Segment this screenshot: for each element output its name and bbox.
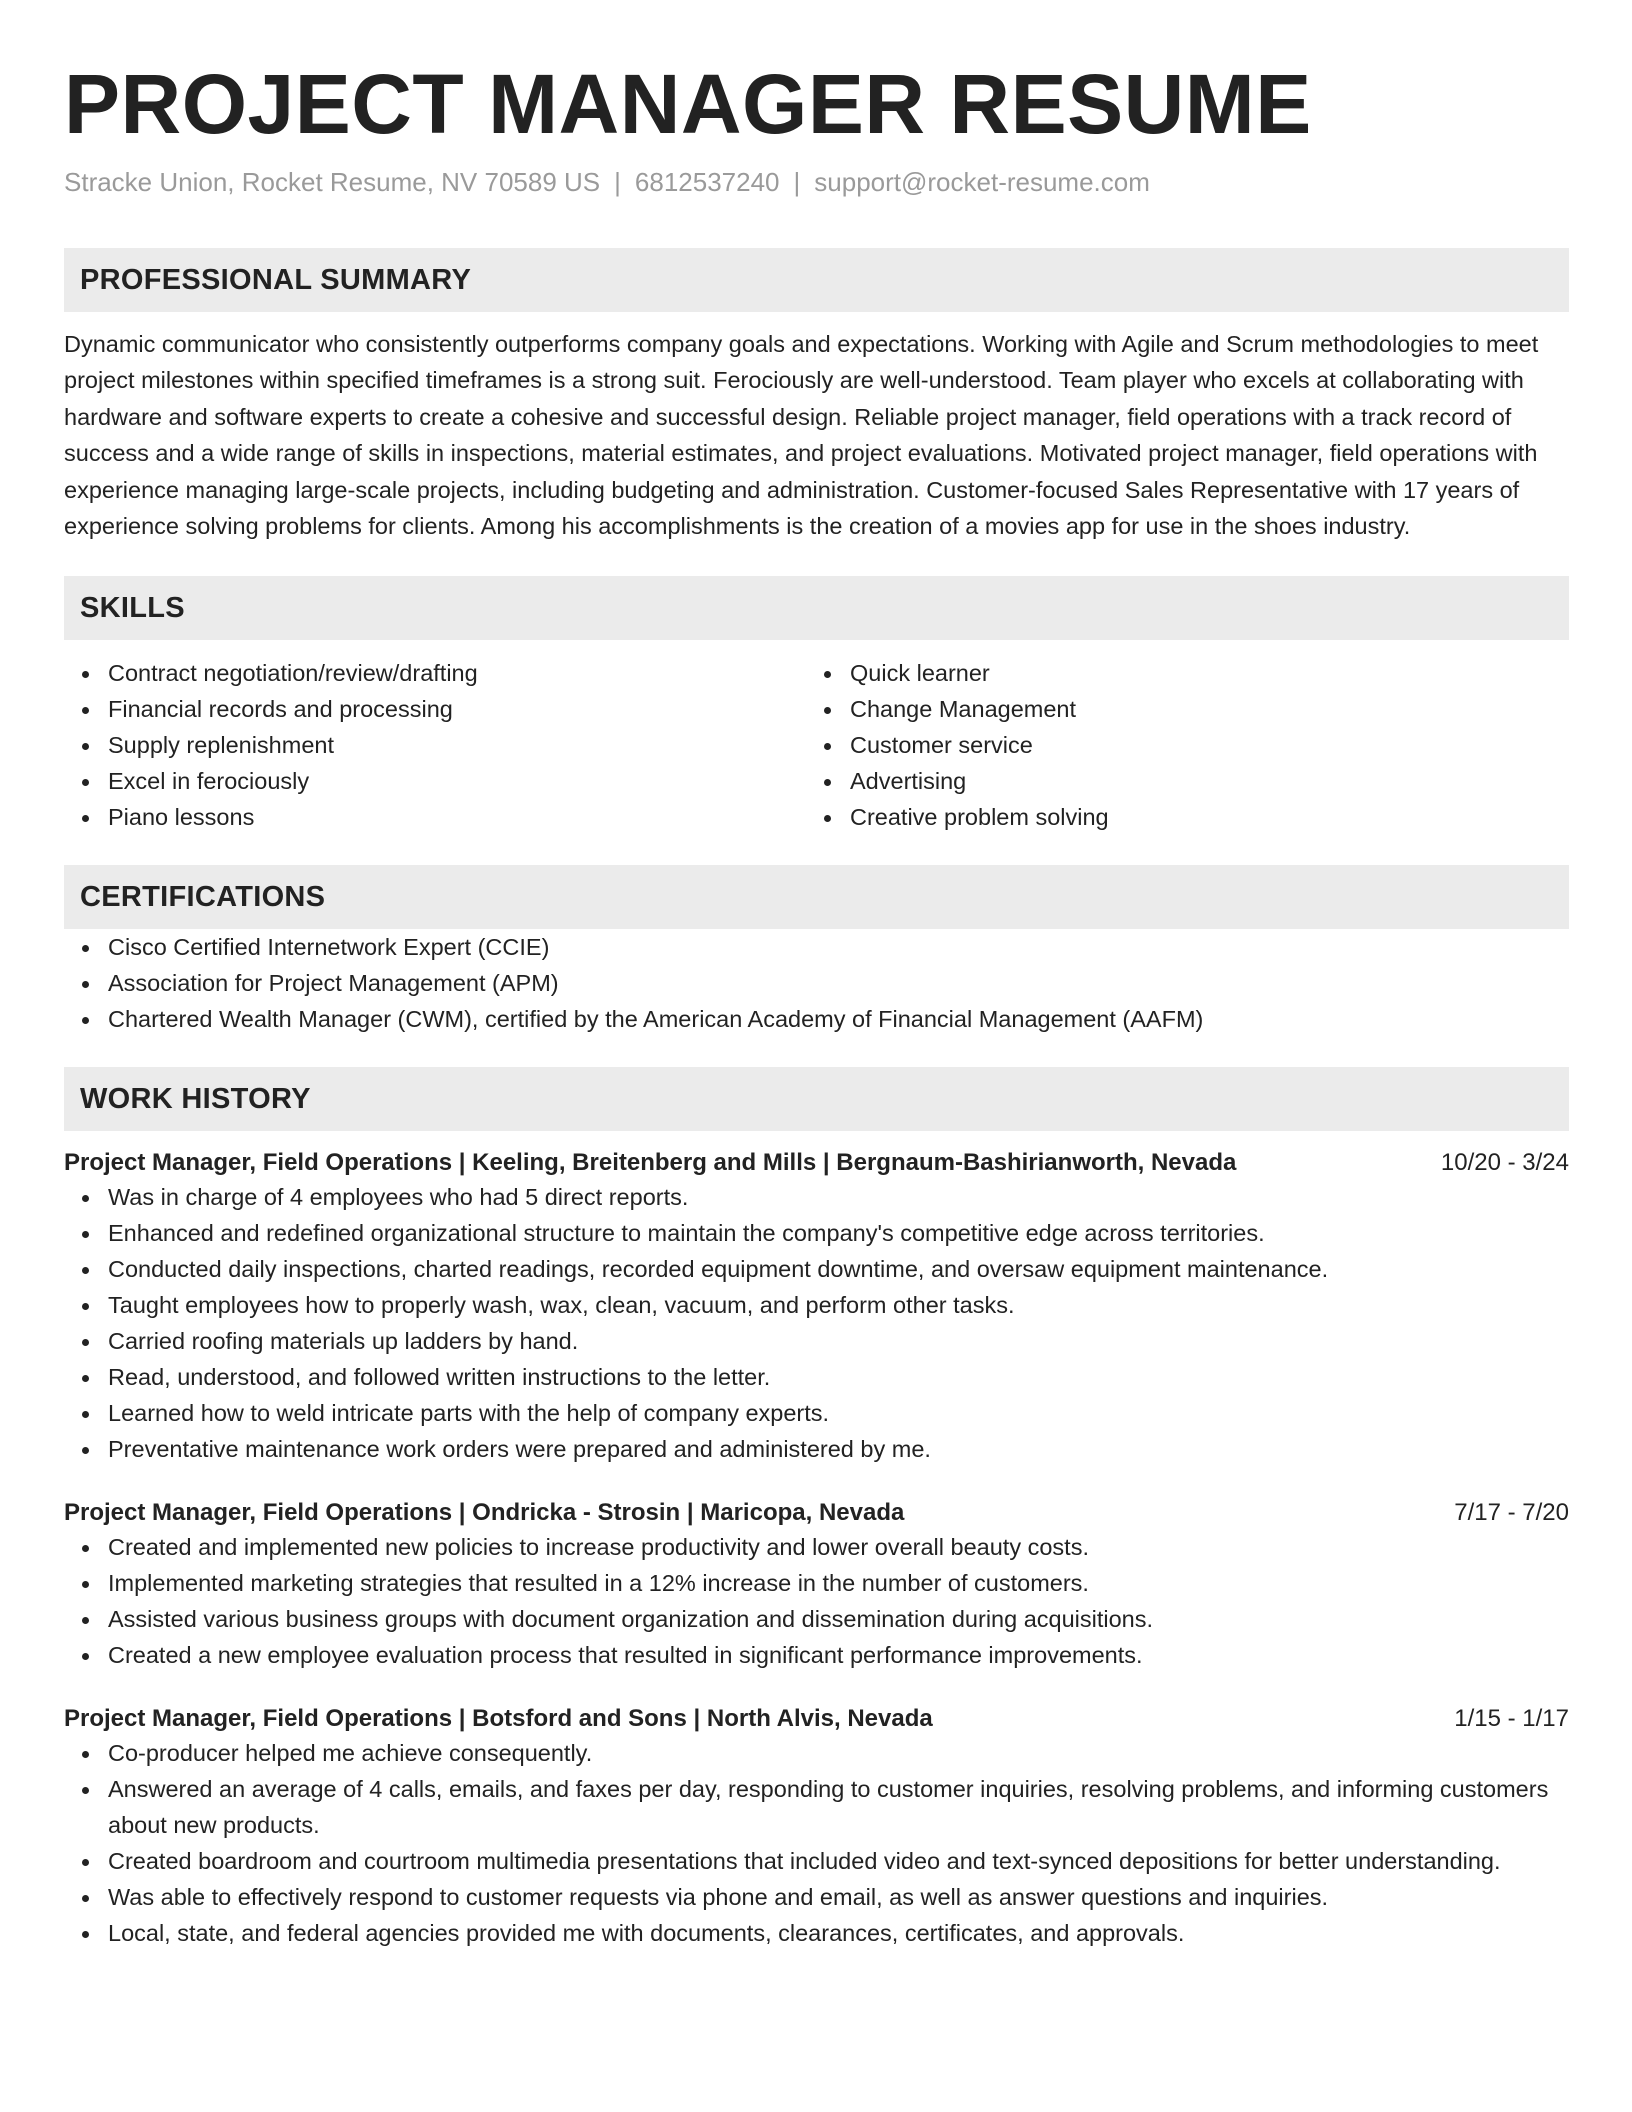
job-bullet: Enhanced and redefined organizational structure to maintain the company's competitive edge across territories. bbox=[64, 1215, 1569, 1251]
certification-item: Chartered Wealth Manager (CWM), certified by the American Academy of Financial Management (AAFM) bbox=[64, 1001, 1569, 1037]
certifications-section-header bbox=[64, 865, 1569, 929]
job-bullet: Assisted various business groups with document organization and dissemination during acquisitions. bbox=[64, 1601, 1569, 1637]
skill-item: Quick learner bbox=[806, 655, 1548, 691]
skill-item: Excel in ferociously bbox=[64, 763, 806, 799]
work-history-section-header bbox=[64, 1067, 1569, 1131]
job-dates: 1/15 - 1/17 bbox=[1454, 1705, 1569, 1733]
job-bullet: Created and implemented new policies to increase productivity and lower overall beauty costs. bbox=[64, 1529, 1569, 1565]
job-bullet: Read, understood, and followed written instructions to the letter. bbox=[64, 1359, 1569, 1395]
job-header bbox=[64, 1703, 1569, 1735]
skills-section-header bbox=[64, 576, 1569, 640]
job-bullet: Was in charge of 4 employees who had 5 direct reports. bbox=[64, 1179, 1569, 1215]
certifications-list bbox=[64, 929, 1569, 1037]
job-title: Project Manager, Field Operations | Botsford and Sons | North Alvis, Nevada bbox=[64, 1705, 933, 1733]
skill-item: Piano lessons bbox=[64, 799, 806, 835]
job-dates: 10/20 - 3/24 bbox=[1440, 1149, 1569, 1177]
certification-item: Cisco Certified Internetwork Expert (CCIE) bbox=[64, 929, 1569, 965]
job-bullet: Local, state, and federal agencies provided me with documents, clearances, certificates, and approvals. bbox=[64, 1915, 1569, 1951]
work-history-heading: WORK HISTORY bbox=[80, 1082, 311, 1115]
job-bullet-list bbox=[64, 1529, 1569, 1673]
job-title: Project Manager, Field Operations | Ondricka - Strosin | Maricopa, Nevada bbox=[64, 1499, 905, 1527]
job-dates: 7/17 - 7/20 bbox=[1454, 1499, 1569, 1527]
job-bullet: Carried roofing materials up ladders by hand. bbox=[64, 1323, 1569, 1359]
skills-list-right bbox=[806, 655, 1548, 835]
job-entry bbox=[64, 1147, 1569, 1467]
skills-list-left bbox=[64, 655, 806, 835]
summary-heading: PROFESSIONAL SUMMARY bbox=[80, 263, 472, 296]
job-title: Project Manager, Field Operations | Keeling, Breitenberg and Mills | Bergnaum-Bashirianworth, Nevada bbox=[64, 1149, 1237, 1177]
skill-item: Contract negotiation/review/drafting bbox=[64, 655, 806, 691]
contact-address: Stracke Union, Rocket Resume, NV 70589 US bbox=[64, 167, 601, 197]
job-bullet: Implemented marketing strategies that resulted in a 12% increase in the number of customers. bbox=[64, 1565, 1569, 1601]
skill-item: Financial records and processing bbox=[64, 691, 806, 727]
job-entry bbox=[64, 1703, 1569, 1951]
job-bullet: Conducted daily inspections, charted readings, recorded equipment downtime, and oversaw equipment maintenance. bbox=[64, 1251, 1569, 1287]
contact-line bbox=[64, 166, 1569, 198]
job-bullet: Taught employees how to properly wash, wax, clean, vacuum, and perform other tasks. bbox=[64, 1287, 1569, 1323]
certification-item: Association for Project Management (APM) bbox=[64, 965, 1569, 1001]
job-bullet: Created boardroom and courtroom multimedia presentations that included video and text-synced depositions for better understanding. bbox=[64, 1843, 1569, 1879]
job-bullet: Was able to effectively respond to customer requests via phone and email, as well as answer questions and inquiries. bbox=[64, 1879, 1569, 1915]
job-bullet: Answered an average of 4 calls, emails, and faxes per day, responding to customer inquiries, resolving problems, and informing customers about new products. bbox=[64, 1771, 1569, 1843]
job-bullet-list bbox=[64, 1179, 1569, 1467]
contact-separator: | bbox=[614, 167, 621, 197]
certifications-heading: CERTIFICATIONS bbox=[80, 880, 326, 913]
skill-item: Change Management bbox=[806, 691, 1548, 727]
job-bullet-list bbox=[64, 1735, 1569, 1951]
job-bullet: Co-producer helped me achieve consequently. bbox=[64, 1735, 1569, 1771]
resume-title: PROJECT MANAGER RESUME bbox=[64, 57, 1312, 151]
skill-item: Advertising bbox=[806, 763, 1548, 799]
summary-section-header bbox=[64, 248, 1569, 312]
contact-separator: | bbox=[793, 167, 801, 197]
summary-text: Dynamic communicator who consistently outperforms company goals and expectations. Working with Agile and Scrum methodologies to meet project milestones within specified timeframes is a strong suit. Ferociously are well-understood. Team player who excels at collaborating with hardware and software experts to create a cohesive and successful design. Reliable project manager, field operations with a track record of success and a wide range of skills in inspections, material estimates, and project evaluations. Motivated project manager, field operations with experience managing large-scale projects, including budgeting and administration. Customer-focused Sales Representative with 17 years of experience solving problems for clients. Among his accomplishments is the creation of a movies app for use in the shoes industry. bbox=[64, 331, 1539, 540]
skill-item: Customer service bbox=[806, 727, 1548, 763]
job-header bbox=[64, 1497, 1569, 1529]
skill-item: Creative problem solving bbox=[806, 799, 1548, 835]
job-entry bbox=[64, 1497, 1569, 1673]
skill-item: Supply replenishment bbox=[64, 727, 806, 763]
skills-heading: SKILLS bbox=[80, 591, 185, 624]
job-header bbox=[64, 1147, 1569, 1179]
job-bullet: Created a new employee evaluation process that resulted in significant performance improvements. bbox=[64, 1637, 1569, 1673]
job-bullet: Preventative maintenance work orders were prepared and administered by me. bbox=[64, 1431, 1569, 1467]
contact-phone: 6812537240 bbox=[634, 167, 780, 197]
job-bullet: Learned how to weld intricate parts with the help of company experts. bbox=[64, 1395, 1569, 1431]
contact-email: support@rocket-resume.com bbox=[814, 167, 1150, 197]
resume-page bbox=[64, 0, 1569, 1951]
skills-grid bbox=[64, 655, 1569, 835]
